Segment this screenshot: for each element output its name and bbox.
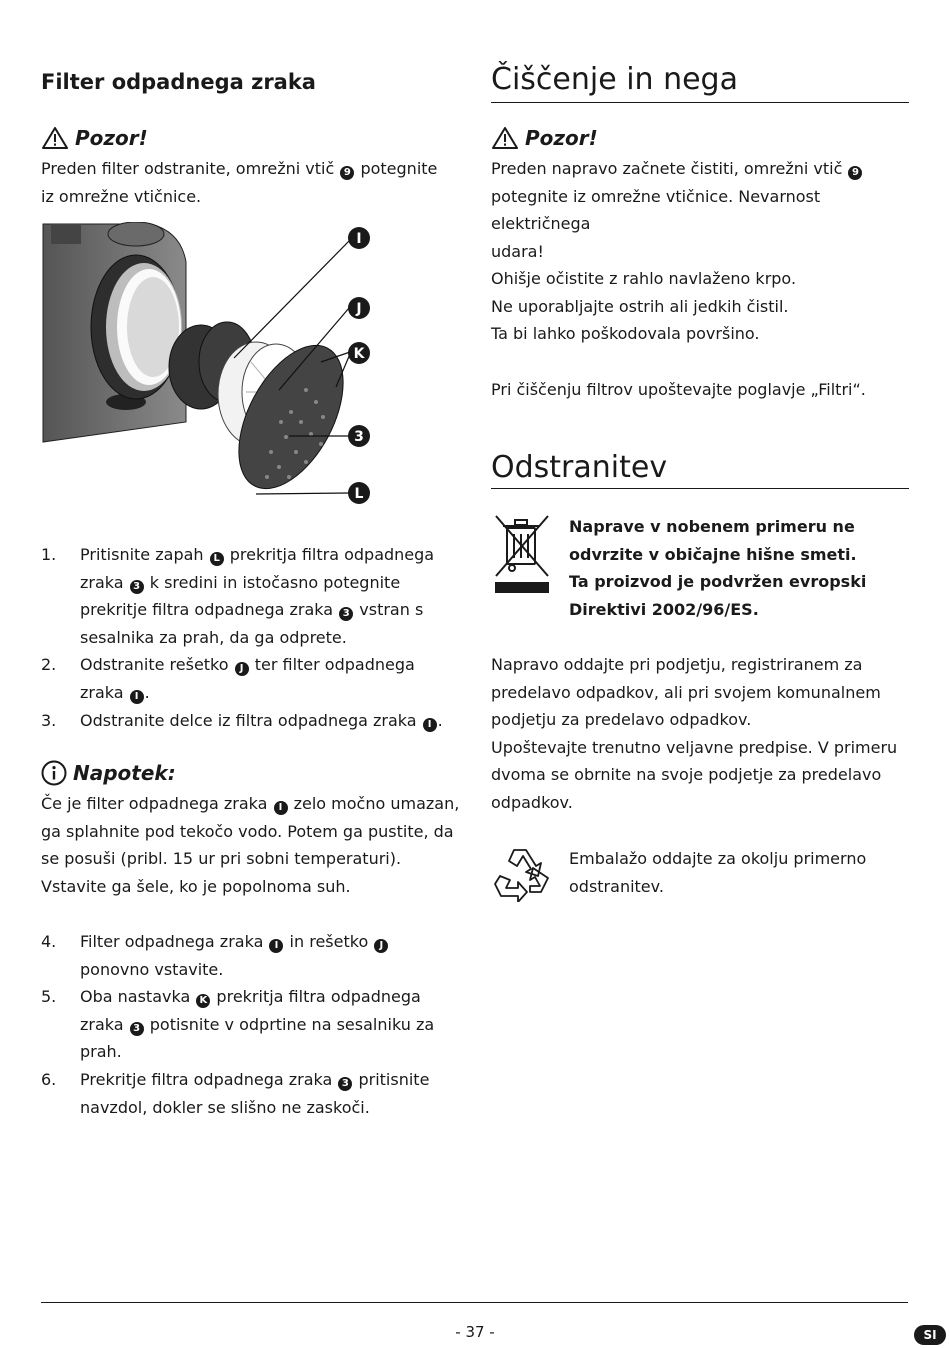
- heading-cleaning: Čiščenje in nega: [491, 62, 738, 97]
- care-text: Ohišje očistite z rahlo navlaženo krpo. Ne uporabljajte ostrih ali jedkih čistil. Ta bi lahko poškodovala površino.: [491, 269, 797, 344]
- ref-badge: I: [423, 718, 437, 732]
- ref-badge: L: [210, 552, 224, 566]
- warning-triangle-icon: [491, 126, 519, 150]
- note-title: Napotek:: [73, 761, 176, 785]
- filter-exploded-figure: [41, 222, 381, 512]
- heading-rule: [491, 488, 909, 489]
- figure-label-i: I: [356, 231, 362, 247]
- packaging-text: Embalažo oddajte za okolju primerno odstranitev.: [569, 849, 867, 896]
- ref-badge: 3: [339, 607, 353, 621]
- figure-labels: [348, 227, 370, 504]
- disposal-text: Napravo oddajte pri podjetju, registriranem za predelavo odpadkov, ali pri svojem komunalnem podjetju za predelavo odpadkov. Upoštevajte trenutno veljavne predpise. V primeru dvoma se obrnite na svoje podjetje za predelavo odpadkov.: [491, 655, 898, 812]
- warning-triangle-icon: [41, 126, 69, 150]
- note-heading: [41, 760, 176, 786]
- weee-bin-icon: [492, 512, 552, 594]
- ref-badge: 3: [338, 1077, 352, 1091]
- weee-notice: Naprave v nobenem primeru ne odvrzite v običajne hišne smeti. Ta proizvod je podvržen evropski Direktivi 2002/96/ES.: [569, 517, 867, 619]
- ref-badge: 9: [340, 166, 354, 180]
- ref-badge: 3: [130, 580, 144, 594]
- warning-heading: [491, 126, 598, 150]
- ref-badge: J: [235, 662, 249, 676]
- footer-rule: [41, 1302, 908, 1303]
- language-badge: SI: [914, 1325, 946, 1345]
- warning-text: Preden napravo začnete čistiti, omrežni vtič 9 potegnite iz omrežne vtičnice. Nevarnost električnega udara!: [491, 155, 909, 265]
- info-icon: [41, 760, 67, 786]
- page-number: - 37 -: [455, 1323, 495, 1341]
- ref-badge: K: [196, 994, 210, 1008]
- warning-heading: [41, 126, 148, 150]
- warning-title: Pozor!: [75, 126, 148, 150]
- warning-title: Pozor!: [525, 126, 598, 150]
- figure-label-k: K: [353, 346, 365, 362]
- heading-rule: [491, 102, 909, 103]
- ref-badge: I: [130, 690, 144, 704]
- ref-badge: I: [274, 801, 288, 815]
- recycle-icon: [492, 846, 552, 902]
- ref-badge: J: [374, 939, 388, 953]
- ref-badge: I: [269, 939, 283, 953]
- left-subtitle: Filter odpadnega zraka: [41, 70, 316, 94]
- figure-label-3: 3: [354, 429, 364, 445]
- filters-note: Pri čiščenju filtrov upoštevajte poglavje „Filtri“.: [491, 380, 866, 399]
- figure-label-l: L: [354, 486, 364, 502]
- figure-label-j: J: [356, 301, 362, 317]
- heading-disposal: Odstranitev: [491, 450, 668, 485]
- ref-badge: 3: [130, 1022, 144, 1036]
- ref-badge: 9: [848, 166, 862, 180]
- warning-text: Preden filter odstranite, omrežni vtič 9 potegnite iz omrežne vtičnice.: [41, 159, 438, 206]
- note-text: Če je filter odpadnega zraka I zelo močno umazan, ga splahnite pod tekočo vodo. Potem ga pustite, da se posuši (pribl. 15 ur pri sobni temperaturi). Vstavite ga šele, ko je popolnoma suh.: [41, 794, 460, 896]
